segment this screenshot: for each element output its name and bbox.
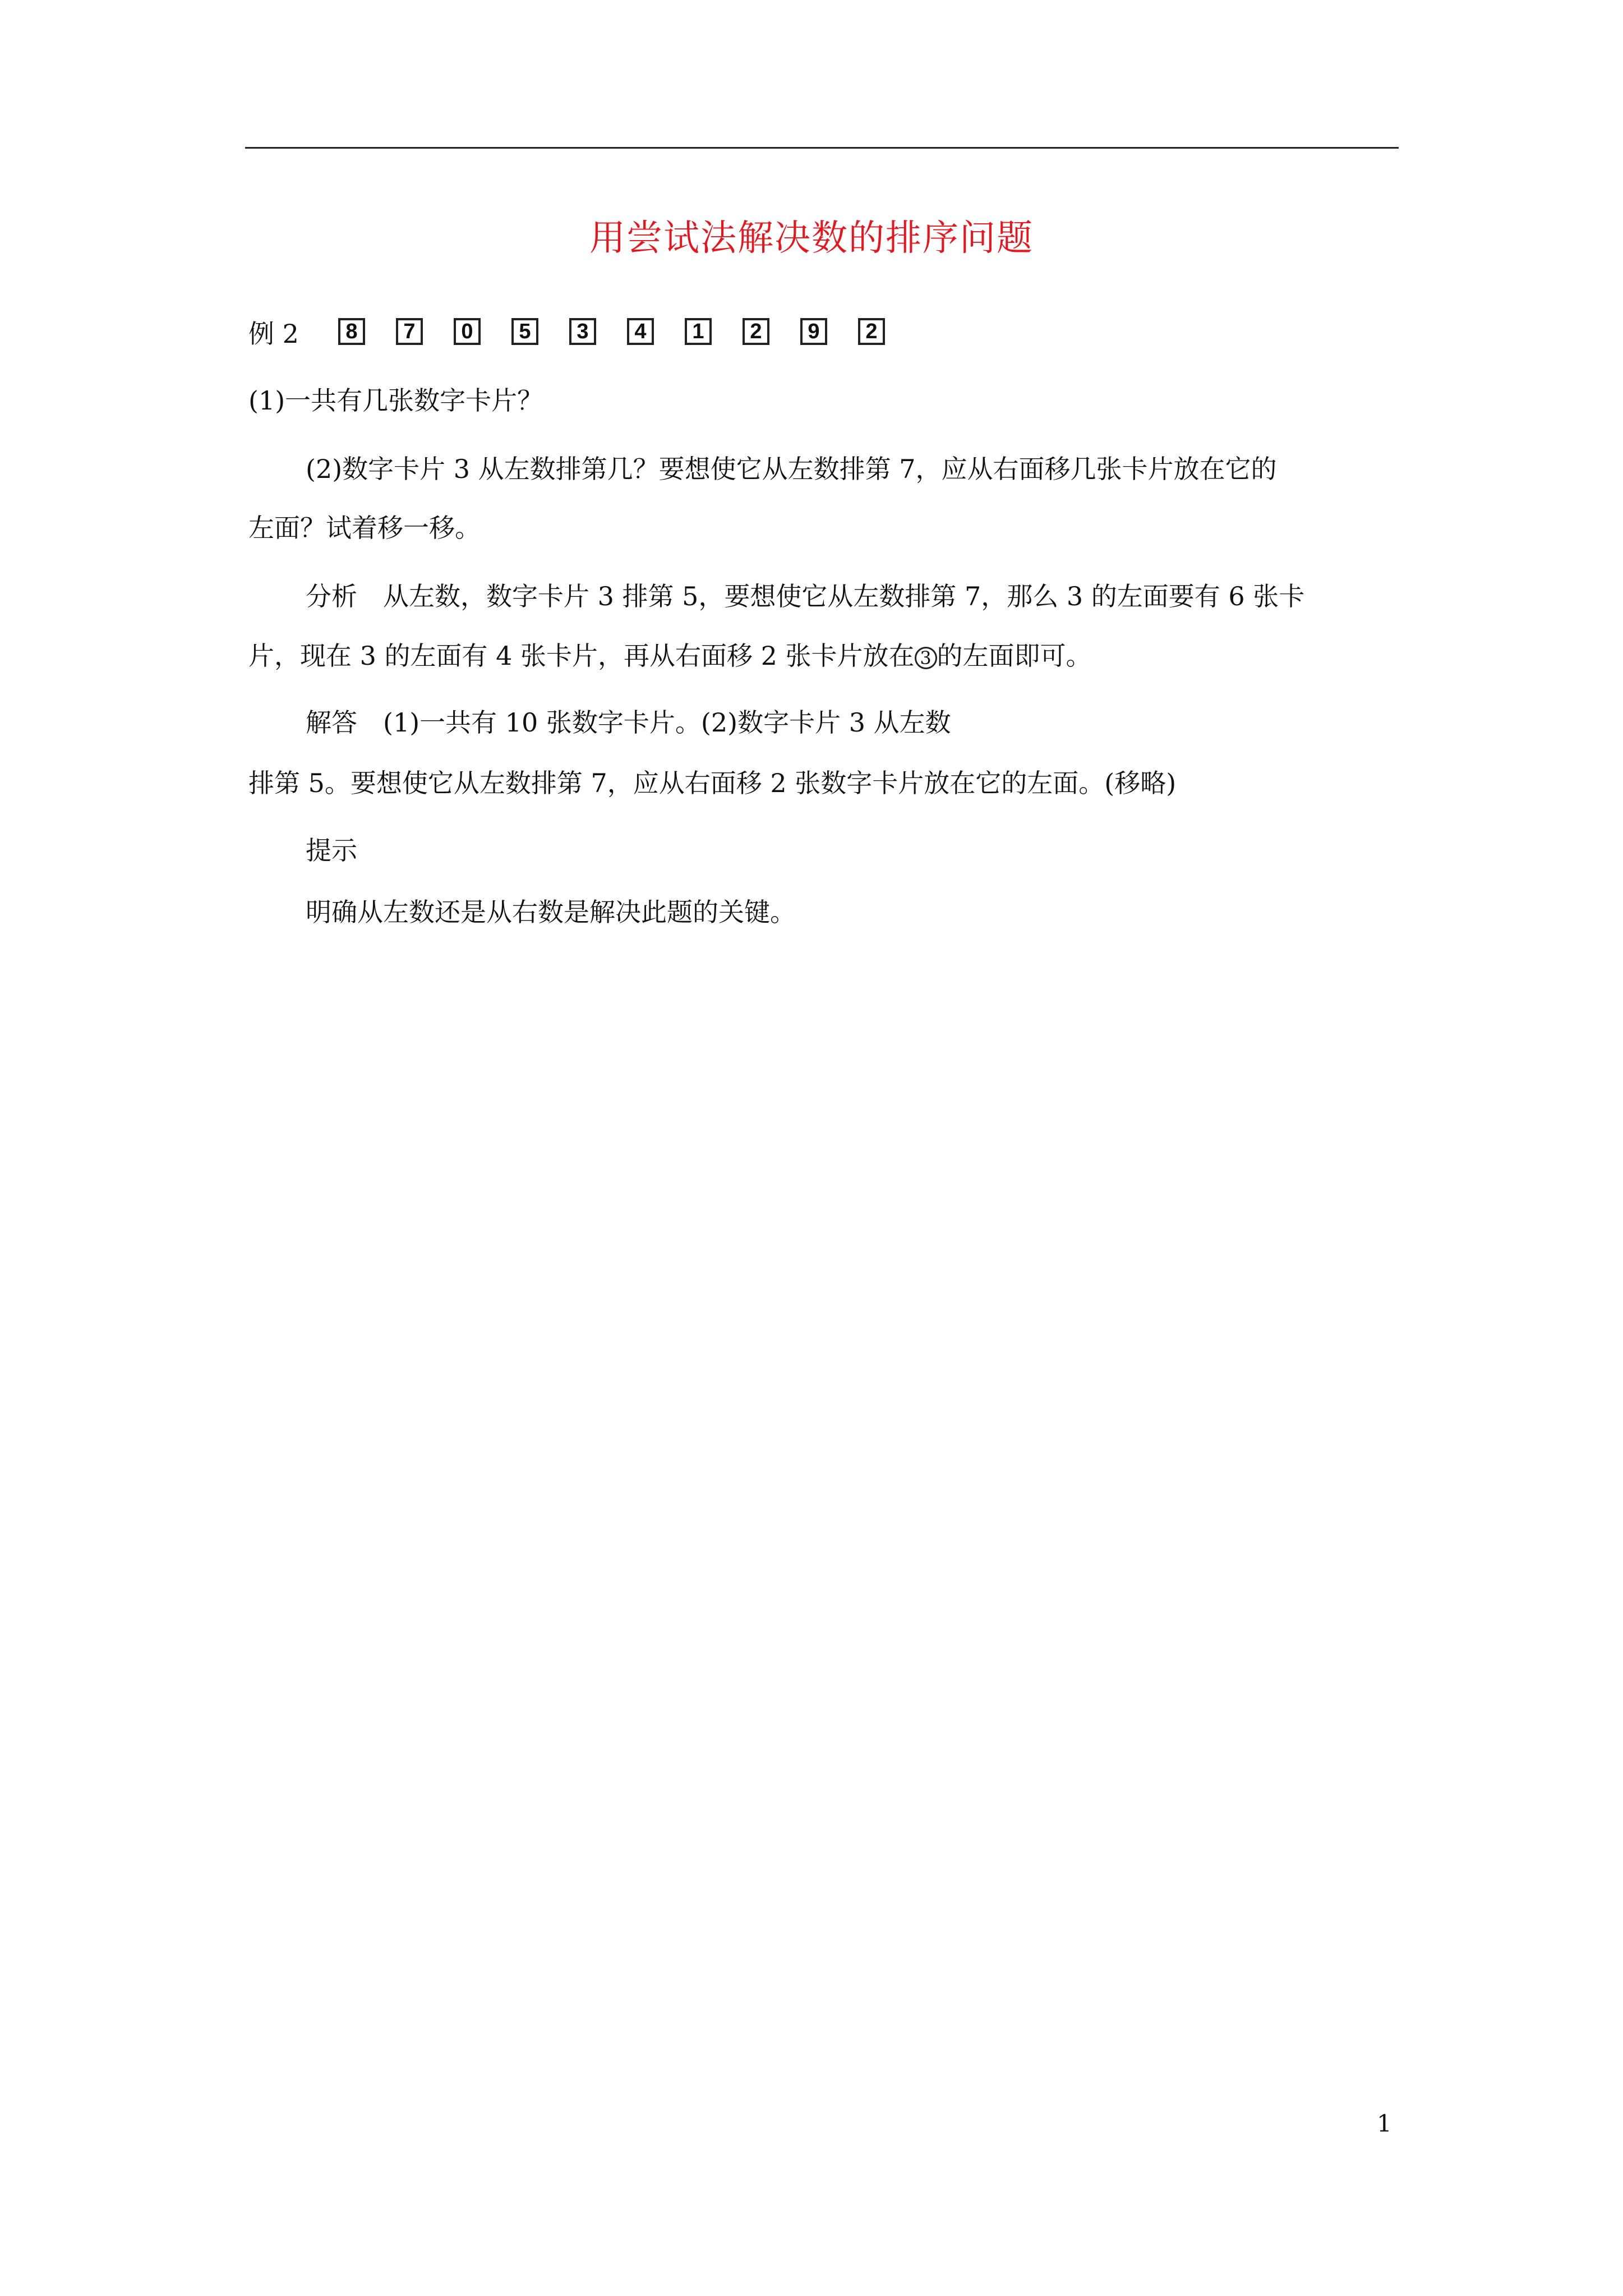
number-card: 4 [627,318,654,345]
analysis-line-2-text: 片，现在 3 的左面有 4 张卡片，再从右面移 2 张卡片放在 [248,641,915,671]
example-row [248,314,885,353]
question-2-line-1: (2)数字卡片 3 从左数排第几？要想使它从左数排第 7，应从右面移几张卡片放在它的 [306,454,1277,484]
circled-number: 3 [915,647,937,669]
tip-label: 提示 [306,835,357,866]
example-label: 例 2 [248,319,299,349]
question-1: (1)一共有几张数字卡片？ [248,385,543,416]
number-cards [338,320,885,347]
number-card: 5 [511,318,538,345]
header-rule [245,147,1399,149]
number-card: 0 [454,318,481,345]
number-card: 9 [800,318,827,345]
number-card: 2 [743,318,769,345]
number-card: 3 [569,318,596,345]
analysis-line-2-end: 的左面即可。 [937,641,1092,671]
question-2-line-2: 左面？试着移一移。 [248,513,481,543]
tip-text: 明确从左数还是从右数是解决此题的关键。 [306,897,796,927]
analysis-line-2 [248,638,1092,673]
answer-line-1: 解答 (1)一共有 10 张数字卡片。(2)数字卡片 3 从左数 [306,707,951,738]
answer-line-2: 排第 5。要想使它从左数排第 7，应从右面移 2 张数字卡片放在它的左面。(移略) [248,768,1177,798]
page-number: 1 [1377,2110,1392,2137]
number-card: 8 [338,318,365,345]
number-card: 7 [396,318,423,345]
analysis-line-1: 分析 从左数，数字卡片 3 排第 5，要想使它从左数排第 7，那么 3 的左面要有 6 张卡 [306,581,1305,611]
number-card: 2 [858,318,885,345]
page-title: 用尝试法解决数的排序问题 [589,218,1034,259]
number-card: 1 [685,318,712,345]
